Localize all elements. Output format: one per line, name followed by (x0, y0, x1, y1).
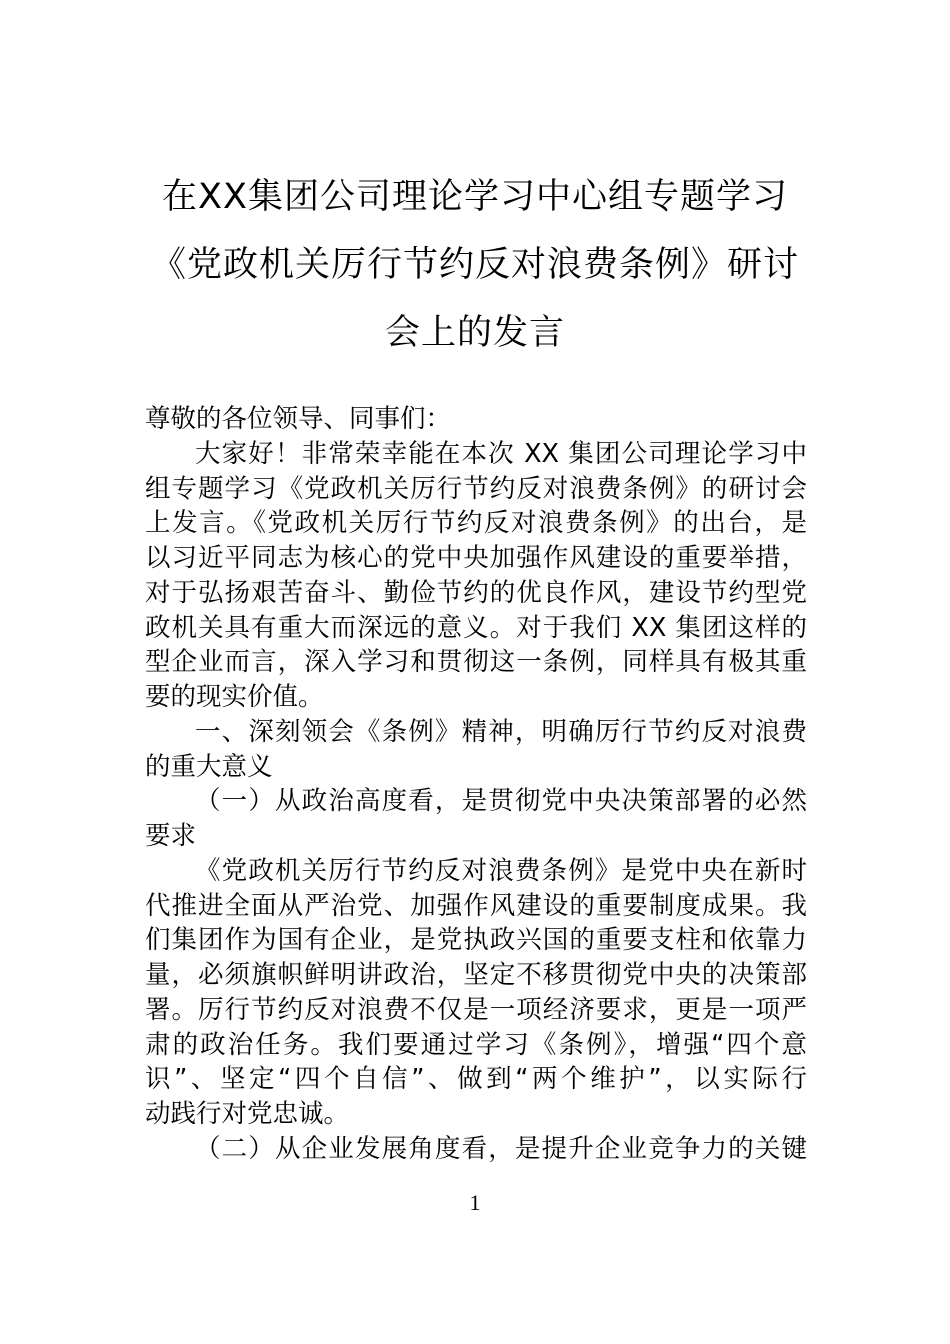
paragraph-line: 上发言。《党政机关厉行节约反对浪费条例》的出台，是 (145, 508, 807, 539)
paragraph-line: 署。厉行节约反对浪费不仅是一项经济要求，更是一项严 (145, 994, 807, 1025)
subsection-heading-2: （二）从企业发展角度看，是提升企业竞争力的关键 (195, 1133, 807, 1164)
section-heading-1-cont: 的重大意义 (145, 751, 273, 782)
subsection-heading-1-cont: 要求 (145, 821, 197, 851)
paragraph-line: 要的现实价值。 (145, 682, 324, 712)
page-number: 1 (469, 1190, 481, 1215)
paragraph-line: 肃的政治任务。我们要通过学习《条例》，增强“四个意 (145, 1029, 807, 1060)
paragraph-line: 大家好！非常荣幸能在本次 XX 集团公司理论学习中 (195, 438, 807, 469)
paragraph-line: 型企业而言，深入学习和贯彻这一条例，同样具有极其重 (145, 647, 807, 678)
subsection-heading-1: （一）从政治高度看，是贯彻党中央决策部署的必然 (195, 786, 807, 817)
document-body (145, 402, 807, 1167)
paragraph-line: 组专题学习《党政机关厉行节约反对浪费条例》的研讨会 (145, 473, 807, 504)
paragraph-line: 量，必须旗帜鲜明讲政治，坚定不移贯彻党中央的决策部 (145, 960, 807, 990)
paragraph-line: 《党政机关厉行节约反对浪费条例》是党中央在新时 (195, 855, 807, 886)
document-title-line-2: 《党政机关厉行节约反对浪费条例》研讨 (150, 245, 799, 285)
paragraph-line: 识”、坚定“四个自信”、做到“两个维护”，以实际行 (145, 1064, 807, 1095)
section-heading-1: 一、深刻领会《条例》精神，明确厉行节约反对浪费 (195, 716, 807, 747)
document-title-line-3: 会上的发言 (384, 313, 565, 353)
paragraph-line: 政机关具有重大而深远的意义。对于我们 XX 集团这样的 (145, 612, 807, 643)
paragraph-line: 以习近平同志为核心的党中央加强作风建设的重要举措， (145, 543, 807, 573)
paragraph-line: 代推进全面从严治党、加强作风建设的重要制度成果。我 (145, 890, 807, 921)
paragraph-line: 们集团作为国有企业，是党执政兴国的重要支柱和依靠力 (145, 925, 807, 956)
document-title-line-1: 在XX集团公司理论学习中心组专题学习 (162, 177, 788, 217)
salutation: 尊敬的各位领导、同事们： (145, 404, 452, 434)
paragraph-line: 动践行对党忠诚。 (145, 1099, 350, 1129)
paragraph-line: 对于弘扬艰苦奋斗、勤俭节约的优良作风，建设节约型党 (145, 577, 807, 608)
